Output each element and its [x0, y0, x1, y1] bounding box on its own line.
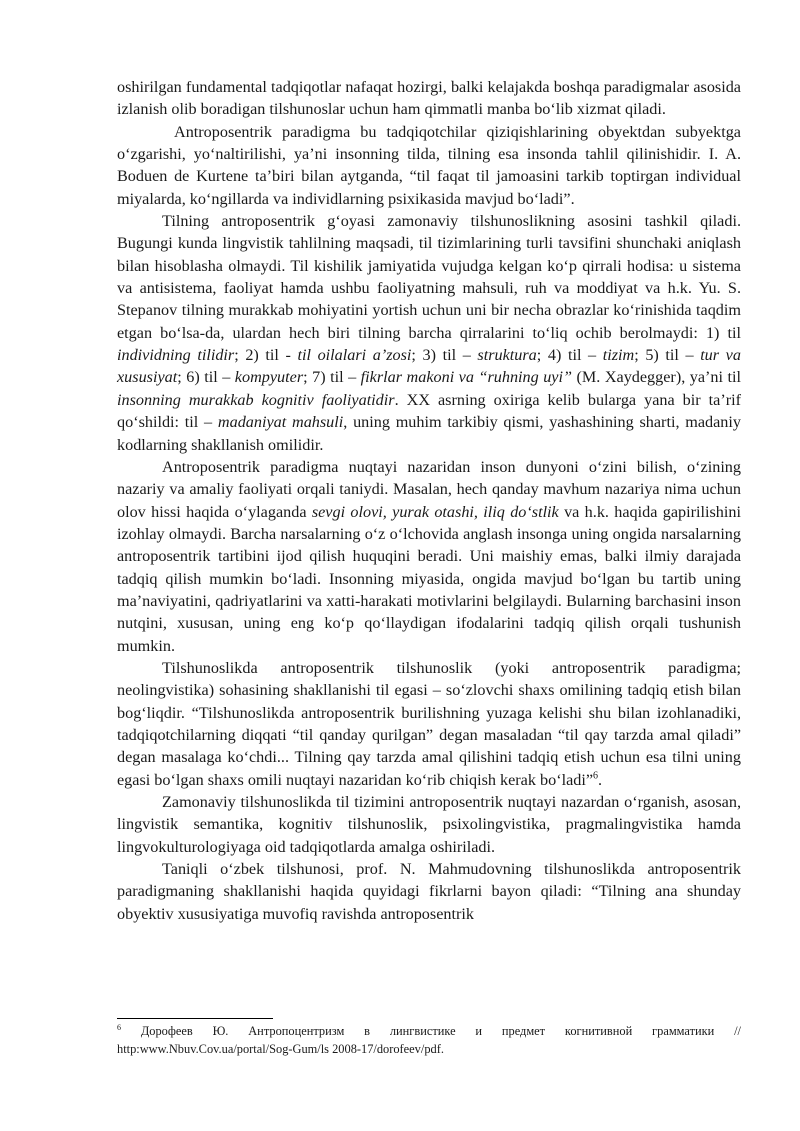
text-segment: ; 6) til – — [177, 368, 235, 387]
footnote-separator — [117, 1018, 273, 1019]
italic-text: struktura — [477, 346, 537, 365]
text-segment: , uning muhim tarkibiy qismi, yashashining sharti, madaniy kodlarning shakllanish omilidir. — [117, 413, 741, 454]
paragraph-7 — [117, 858, 741, 925]
paragraph-1 — [117, 76, 741, 121]
text-segment: Tilning antroposentrik g‘oyasi zamonaviy tilshunoslikning asosini tashkil qiladi. Bugungi kunda lingvistik tahlilning maqsadi, til tizimlarining turli tavsifini shunchaki aniqlash bilan hisoblasha olmaydi. Til kishilik jamiyatida vujudga kelgan ko‘p qirrali hodisa: u sistema va antisistema, faoliyat hamda ushbu faoliyatning mahsuli, ruh va moddiyat va h.k. Yu. S. Stepanov tilning murakkab mohiyatini yortish uchun uni bir necha obrazlar ko‘rinishida taqdim etgan bo‘lsa-da, ulardan hech biri tilning barcha qirralarini to‘liq ochib berolmaydi: 1) til — [117, 212, 741, 342]
text-segment: ; 2) til - — [234, 346, 298, 365]
text-segment: Zamonaviy tilshunoslikda til tizimini antroposentrik nuqtayi nazardan o‘rganish, asosan, lingvistik semantika, kognitiv tilshunoslik, psixolingvistika, pragmalingvistika hamda lingvokulturologiyaga oid tadqiqotlarda amalga oshiriladi. — [117, 793, 741, 856]
italic-text: insonning murakkab kognitiv faoliyatidir — [117, 390, 395, 409]
paragraph-3 — [117, 210, 741, 456]
text-segment: Antroposentrik paradigma bu tadqiqotchilar qiziqishlarining obyektdan subyektga o‘zgarishi, yo‘naltirilishi, ya’ni insonning tilda, tilning esa insonda tahlil qilinishidir. I. A. Boduen de Kurtene ta’biri bilan aytganda, “til faqat til jamoasini tarkib toptirgan individual miyalarda, ko‘ngillarda va individlarning psixikasida mavjud bo‘ladi”. — [117, 122, 741, 208]
text-segment: oshirilgan fundamental tadqiqotlar nafaqat hozirgi, balki kelajakda boshqa paradigmalar asosida izlanish olib boradigan tilshunoslar uchun ham qimmatli manba bo‘lib xizmat qiladi. — [117, 78, 741, 119]
italic-text: madaniyat mahsuli — [217, 413, 344, 432]
italic-text: fikrlar makoni va “ruhning uyi” — [360, 368, 572, 387]
text-segment: Antroposentrik paradigma nuqtayi nazaridan inson dunyoni o‘zini bilish, o‘zining nazariy va amaliy faoliyati orqali taniydi. Masalan, hech qanday mavhum nazariya nima uchun olov hissi haqida o‘ylaganda — [117, 457, 741, 521]
text-segment: Taniqli o‘zbek tilshunosi, prof. N. Mahmudovning tilshunoslikda antroposentrik paradigmaning shakllanishi haqida quyidagi fikrlarni bayon qiladi: “Tilning ana shunday obyektiv xususiyatiga muvofiq ravishda antroposentrik — [117, 860, 741, 923]
footnote-text: Дорофеев Ю. Антропоцентризм в лингвистике и предмет когнитивной грамматики // http:www.Nbuv.Cov.ua/portal/Sog-Gum/ls 2008-17/dorofeev/pdf. — [117, 1024, 741, 1056]
text-segment: ; 4) til – — [536, 346, 603, 365]
text-segment: . — [598, 770, 603, 789]
text-segment: va h.k. haqida gapirilishini izohlay olmaydi. Barcha narsalarning o‘z o‘lchovida anglash insonga uning ongida narsalarning antroposentrik tartibini ijod qilish huquqini beradi. Uni maishiy emas, balki ilmiy darajada tadqiq qilish mumkin bo‘ladi. Insonning miyasida, ongida mavjud bo‘lgan bu tartib uning ma’naviyatini, qadriyatlarini va xatti-harakati motivlarini belgilaydi. Bularning barchasini inson nutqini, xususan, uning eng ko‘p qo‘llaydigan ifodalarini tadqiq qilish orqali tushunish mumkin. — [117, 502, 741, 655]
italic-text: tur va xususiyat — [117, 346, 741, 387]
text-segment: ; 5) til – — [634, 346, 701, 365]
footnote — [117, 1023, 741, 1058]
paragraph-6 — [117, 791, 741, 858]
italic-text: sevgi olovi, yurak otashi, iliq do‘stlik — [311, 502, 559, 521]
italic-text: kompyuter — [234, 368, 304, 387]
paragraph-5 — [117, 657, 741, 791]
text-segment: Tilshunoslikda antroposentrik tilshunoslik (yoki antroposentrik paradigma; neolingvistika) sohasining shakllanishi til egasi – so‘zlovchi shaxs omilining tadqiq etish bilan bog‘liqdir. “Tilshunoslikda antroposentrik burilishning yuzaga kelishi shu bilan izohlanadiki, tadqiqotchilarning diqqati “til qanday qurilgan” degan masaladan “til qay tarzda amal qiladi” degan masalaga ko‘chdi... Tilning qay tarzda amal qilishini tadqiq etish uchun esa tilni uning egasi bo‘lgan shaxs omili nuqtayi nazaridan ko‘rib chiqish kerak bo‘ladi” — [117, 658, 741, 789]
italic-text: tizim — [602, 346, 635, 365]
document-body — [117, 76, 741, 925]
text-segment: ; 7) til – — [303, 368, 361, 387]
text-segment: ; 3) til – — [411, 346, 478, 365]
text-segment: . XX asrning oxiriga kelib bularga yana bir ta’rif qo‘shildi: til – — [117, 390, 742, 432]
italic-text: individning tilidir — [117, 346, 235, 365]
paragraph-4 — [117, 456, 741, 657]
italic-text: til oilalari a’zosi — [297, 346, 412, 365]
footnote-number: 6 — [117, 1022, 121, 1032]
footnote-ref: 6 — [593, 770, 599, 782]
paragraph-2 — [117, 121, 741, 210]
text-segment: (M. Xaydegger), ya’ni til — [572, 368, 741, 387]
